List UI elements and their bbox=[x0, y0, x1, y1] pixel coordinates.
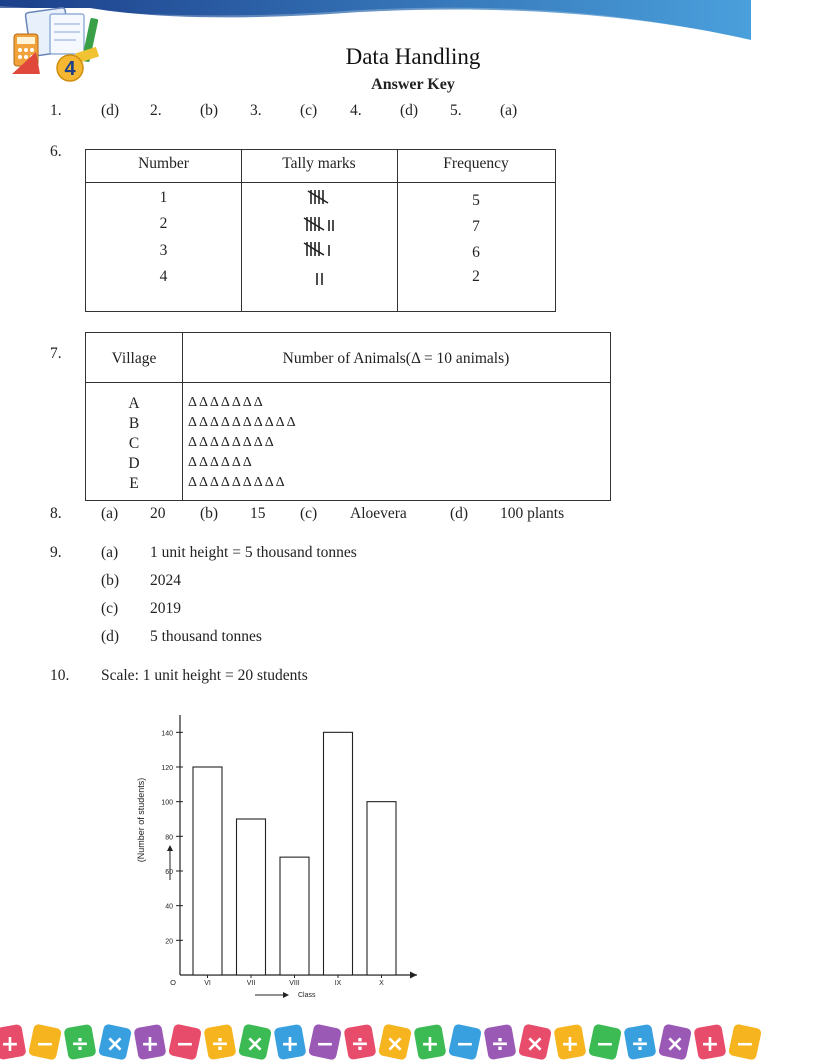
math-symbol-tile bbox=[343, 1024, 376, 1060]
origin-label: O bbox=[170, 978, 176, 987]
bar bbox=[367, 802, 396, 975]
math-symbol-tile bbox=[448, 1023, 482, 1060]
bar bbox=[280, 857, 309, 975]
village-symbols: Δ Δ Δ Δ Δ Δ Δ Δ bbox=[188, 435, 274, 450]
math-symbol-tile bbox=[413, 1024, 446, 1060]
q8-part-label: (b) bbox=[200, 505, 219, 522]
q8-part-answer: 15 bbox=[250, 505, 266, 522]
svg-text:+: + bbox=[280, 1032, 300, 1057]
q8-part-answer: Aloevera bbox=[350, 505, 407, 522]
math-symbol-tile bbox=[378, 1023, 412, 1060]
svg-text:−: − bbox=[595, 1032, 615, 1057]
svg-text:÷: ÷ bbox=[350, 1032, 370, 1057]
q9-part-label: (b) bbox=[101, 572, 120, 589]
svg-text:−: − bbox=[455, 1032, 475, 1057]
row-frequency: 5 bbox=[472, 192, 480, 209]
q10-scale: Scale: 1 unit height = 20 students bbox=[101, 667, 308, 684]
q1-answer: (d) bbox=[101, 102, 120, 119]
y-tick-label: 20 bbox=[165, 938, 173, 946]
x-axis-label: Class bbox=[298, 992, 316, 999]
math-symbol-tile bbox=[273, 1024, 306, 1060]
svg-text:+: + bbox=[140, 1032, 160, 1057]
row-number: 1 bbox=[159, 189, 168, 206]
q4-number: 4. bbox=[350, 102, 362, 119]
svg-text:+: + bbox=[420, 1032, 440, 1057]
village-symbols: Δ Δ Δ Δ Δ Δ bbox=[188, 455, 252, 470]
pictograph-table bbox=[85, 332, 611, 501]
q9-part-answer: 2019 bbox=[150, 600, 181, 617]
grade-number: 4 bbox=[64, 58, 76, 80]
math-symbol-tile bbox=[0, 1024, 27, 1060]
column-divider bbox=[241, 150, 242, 311]
tally-mark-six bbox=[302, 239, 338, 259]
q3-answer: (c) bbox=[300, 102, 318, 119]
y-tick-label: 40 bbox=[165, 903, 173, 911]
q9-part-answer: 1 unit height = 5 thousand tonnes bbox=[150, 544, 357, 561]
q7-number: 7. bbox=[50, 345, 62, 362]
y-tick-label: 100 bbox=[161, 799, 173, 807]
header-village: Village bbox=[111, 350, 157, 367]
row-number: 4 bbox=[159, 268, 168, 285]
y-tick-label: 80 bbox=[165, 834, 173, 842]
q8-number: 8. bbox=[50, 505, 62, 522]
q9-number: 9. bbox=[50, 544, 62, 561]
svg-text:−: − bbox=[735, 1032, 755, 1057]
svg-text:−: − bbox=[315, 1032, 335, 1057]
math-symbol-tile bbox=[203, 1024, 236, 1060]
math-symbol-tile bbox=[238, 1023, 272, 1060]
math-symbol-tile bbox=[518, 1023, 552, 1060]
y-axis-label: (Number of students) bbox=[136, 777, 146, 863]
svg-text:÷: ÷ bbox=[630, 1032, 650, 1057]
math-symbol-tile bbox=[623, 1024, 656, 1060]
tally-mark-seven bbox=[302, 214, 342, 234]
q2-number: 2. bbox=[150, 102, 162, 119]
village-label: B bbox=[128, 415, 140, 432]
q10-number: 10. bbox=[50, 667, 70, 684]
math-symbol-tile bbox=[483, 1024, 516, 1060]
math-symbol-tile bbox=[63, 1024, 96, 1060]
svg-text:÷: ÷ bbox=[490, 1032, 510, 1057]
q8-part-label: (d) bbox=[450, 505, 469, 522]
svg-text:×: × bbox=[245, 1032, 265, 1057]
svg-text:÷: ÷ bbox=[70, 1032, 90, 1057]
math-symbol-tile bbox=[308, 1023, 342, 1060]
village-label: D bbox=[128, 455, 140, 472]
q8-part-answer: 100 plants bbox=[500, 505, 565, 522]
svg-text:−: − bbox=[35, 1032, 55, 1057]
row-frequency: 7 bbox=[472, 218, 480, 235]
header-number: Number bbox=[138, 155, 189, 172]
q8-part-answer: 20 bbox=[150, 505, 166, 522]
row-number: 2 bbox=[159, 215, 168, 232]
math-symbol-tile bbox=[168, 1023, 202, 1060]
row-number: 3 bbox=[159, 242, 168, 259]
q3-number: 3. bbox=[250, 102, 262, 119]
x-tick-label: VIII bbox=[289, 980, 300, 987]
svg-text:×: × bbox=[525, 1032, 545, 1057]
bar bbox=[324, 732, 353, 975]
x-tick-label: VI bbox=[204, 980, 211, 987]
y-tick-label: 140 bbox=[161, 730, 173, 738]
q9-part-label: (d) bbox=[101, 628, 120, 645]
q8-part-label: (c) bbox=[300, 505, 318, 522]
x-tick-label: X bbox=[379, 980, 384, 987]
x-tick-label: IX bbox=[334, 980, 342, 987]
page-subtitle: Answer Key bbox=[371, 76, 455, 93]
tally-table bbox=[85, 149, 556, 312]
footer-math-symbols-band bbox=[0, 1020, 755, 1062]
svg-text:+: + bbox=[700, 1032, 720, 1057]
village-label: C bbox=[128, 435, 140, 452]
math-symbol-tile bbox=[693, 1024, 726, 1060]
svg-text:+: + bbox=[0, 1032, 20, 1057]
math-symbol-tile bbox=[658, 1023, 692, 1060]
svg-text:−: − bbox=[175, 1032, 195, 1057]
header-frequency: Frequency bbox=[443, 155, 509, 172]
bar bbox=[193, 767, 222, 975]
x-tick-label: VII bbox=[246, 980, 256, 987]
village-symbols: Δ Δ Δ Δ Δ Δ Δ Δ Δ Δ bbox=[188, 415, 296, 430]
village-symbols: Δ Δ Δ Δ Δ Δ Δ Δ Δ bbox=[188, 475, 285, 490]
math-symbol-tile bbox=[98, 1023, 132, 1060]
q2-answer: (b) bbox=[200, 102, 219, 119]
q9-part-answer: 5 thousand tonnes bbox=[150, 628, 262, 645]
svg-text:+: + bbox=[560, 1032, 580, 1057]
svg-text:×: × bbox=[665, 1032, 685, 1057]
q9-part-label: (c) bbox=[101, 600, 119, 617]
q1-number: 1. bbox=[50, 102, 62, 119]
y-label-arrow-head bbox=[167, 845, 173, 851]
svg-text:×: × bbox=[105, 1032, 125, 1057]
village-symbols: Δ Δ Δ Δ Δ Δ Δ bbox=[188, 395, 263, 410]
y-tick-label: 60 bbox=[165, 869, 173, 876]
row-frequency: 6 bbox=[472, 244, 480, 261]
q9-part-answer: 2024 bbox=[150, 572, 181, 589]
q5-answer: (a) bbox=[500, 102, 518, 119]
math-symbol-tile bbox=[28, 1023, 62, 1060]
bar bbox=[237, 819, 266, 975]
math-symbol-tile bbox=[133, 1024, 166, 1060]
svg-text:÷: ÷ bbox=[210, 1032, 230, 1057]
village-label: A bbox=[128, 395, 140, 412]
header-number-of-animals: Number of Animals(Δ = 10 animals) bbox=[282, 350, 510, 367]
q8-part-label: (a) bbox=[101, 505, 119, 522]
y-tick-label: 120 bbox=[161, 765, 173, 772]
x-axis-arrow bbox=[410, 972, 417, 979]
q4-answer: (d) bbox=[400, 102, 419, 119]
tally-mark-five bbox=[306, 187, 332, 207]
q6-number: 6. bbox=[50, 143, 62, 160]
svg-text:×: × bbox=[385, 1032, 405, 1057]
q9-part-label: (a) bbox=[101, 544, 119, 561]
village-label: E bbox=[129, 475, 139, 492]
q5-number: 5. bbox=[450, 102, 462, 119]
row-frequency: 2 bbox=[472, 268, 480, 285]
math-symbol-tile bbox=[728, 1023, 762, 1060]
math-symbol-tile bbox=[588, 1023, 622, 1060]
page-title: Data Handling bbox=[345, 44, 481, 69]
x-label-arrow-head bbox=[283, 992, 289, 998]
header-tally-marks: Tally marks bbox=[282, 155, 356, 172]
bar-chart bbox=[125, 705, 425, 1005]
math-symbol-tile bbox=[553, 1024, 586, 1060]
tally-mark-two bbox=[313, 268, 327, 288]
